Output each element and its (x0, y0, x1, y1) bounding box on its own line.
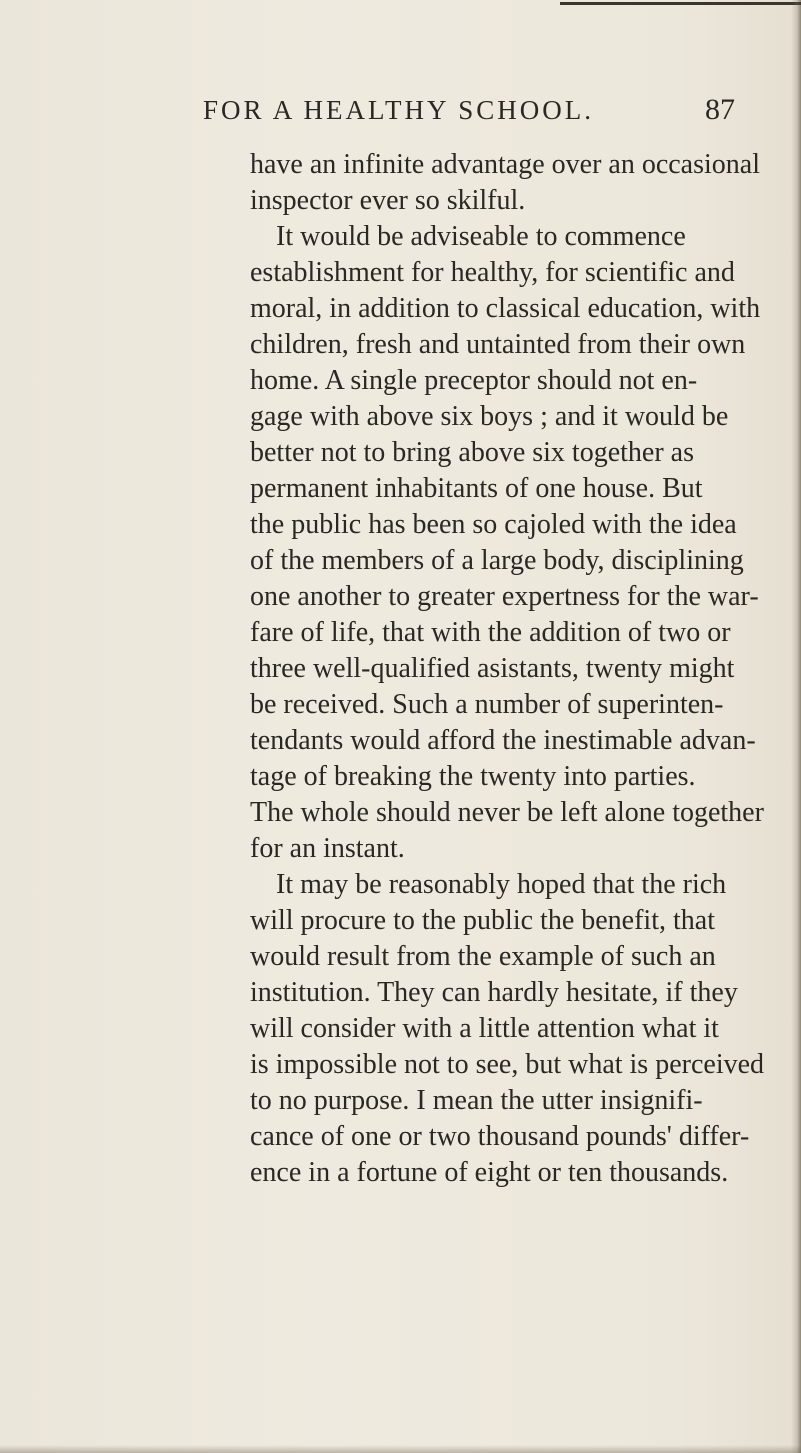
text-line: of the members of a large body, disciplining (250, 545, 744, 576)
text-line: tendants would afford the inestimable advan- (250, 725, 756, 756)
page-number: 87 (705, 93, 735, 126)
text-line: is impossible not to see, but what is perceived (250, 1049, 765, 1080)
text-line: gage with above six boys ; and it would be (250, 401, 729, 432)
text-line: The whole should never be left alone together (250, 797, 764, 828)
text-line: will procure to the public the benefit, that (250, 905, 715, 936)
text-line: children, fresh and untainted from their own (250, 329, 746, 360)
text-line: ence in a fortune of eight or ten thousands. (250, 1157, 729, 1188)
text-line: institution. They can hardly hesitate, if they (250, 977, 738, 1008)
text-line: tage of breaking the twenty into parties. (250, 761, 696, 792)
text-line: would result from the example of such an (250, 941, 716, 972)
text-line: inspector ever so skilful. (250, 185, 526, 216)
text-line: moral, in addition to classical education, with (250, 293, 761, 324)
text-line: three well-qualified asistants, twenty might (250, 653, 735, 684)
text-line: better not to bring above six together as (250, 437, 694, 468)
text-line: cance of one or two thousand pounds' differ- (250, 1121, 750, 1152)
text-line: home. A single preceptor should not en- (250, 365, 698, 396)
text-line: fare of life, that with the addition of two or (250, 617, 731, 648)
running-head: FOR A HEALTHY SCHOOL. (203, 95, 595, 125)
text-line: one another to greater expertness for the war- (250, 581, 759, 612)
text-line: It would be adviseable to commence (276, 221, 686, 252)
text-line: to no purpose. I mean the utter insignifi- (250, 1085, 703, 1116)
page-bottom-shadow (0, 1445, 801, 1453)
text-line: be received. Such a number of superinten- (250, 689, 724, 720)
top-border-rule (560, 2, 801, 5)
text-line: will consider with a little attention what it (250, 1013, 719, 1044)
page-edge-shadow (791, 0, 801, 1453)
text-line: have an infinite advantage over an occasional (250, 149, 760, 180)
body-text (236, 147, 766, 1191)
text-line: permanent inhabitants of one house. But (250, 473, 703, 504)
page-header (175, 93, 735, 133)
text-line: establishment for healthy, for scientific and (250, 257, 735, 288)
text-line: the public has been so cajoled with the idea (250, 509, 737, 540)
text-line: for an instant. (250, 833, 405, 864)
text-line: It may be reasonably hoped that the rich (276, 869, 727, 900)
